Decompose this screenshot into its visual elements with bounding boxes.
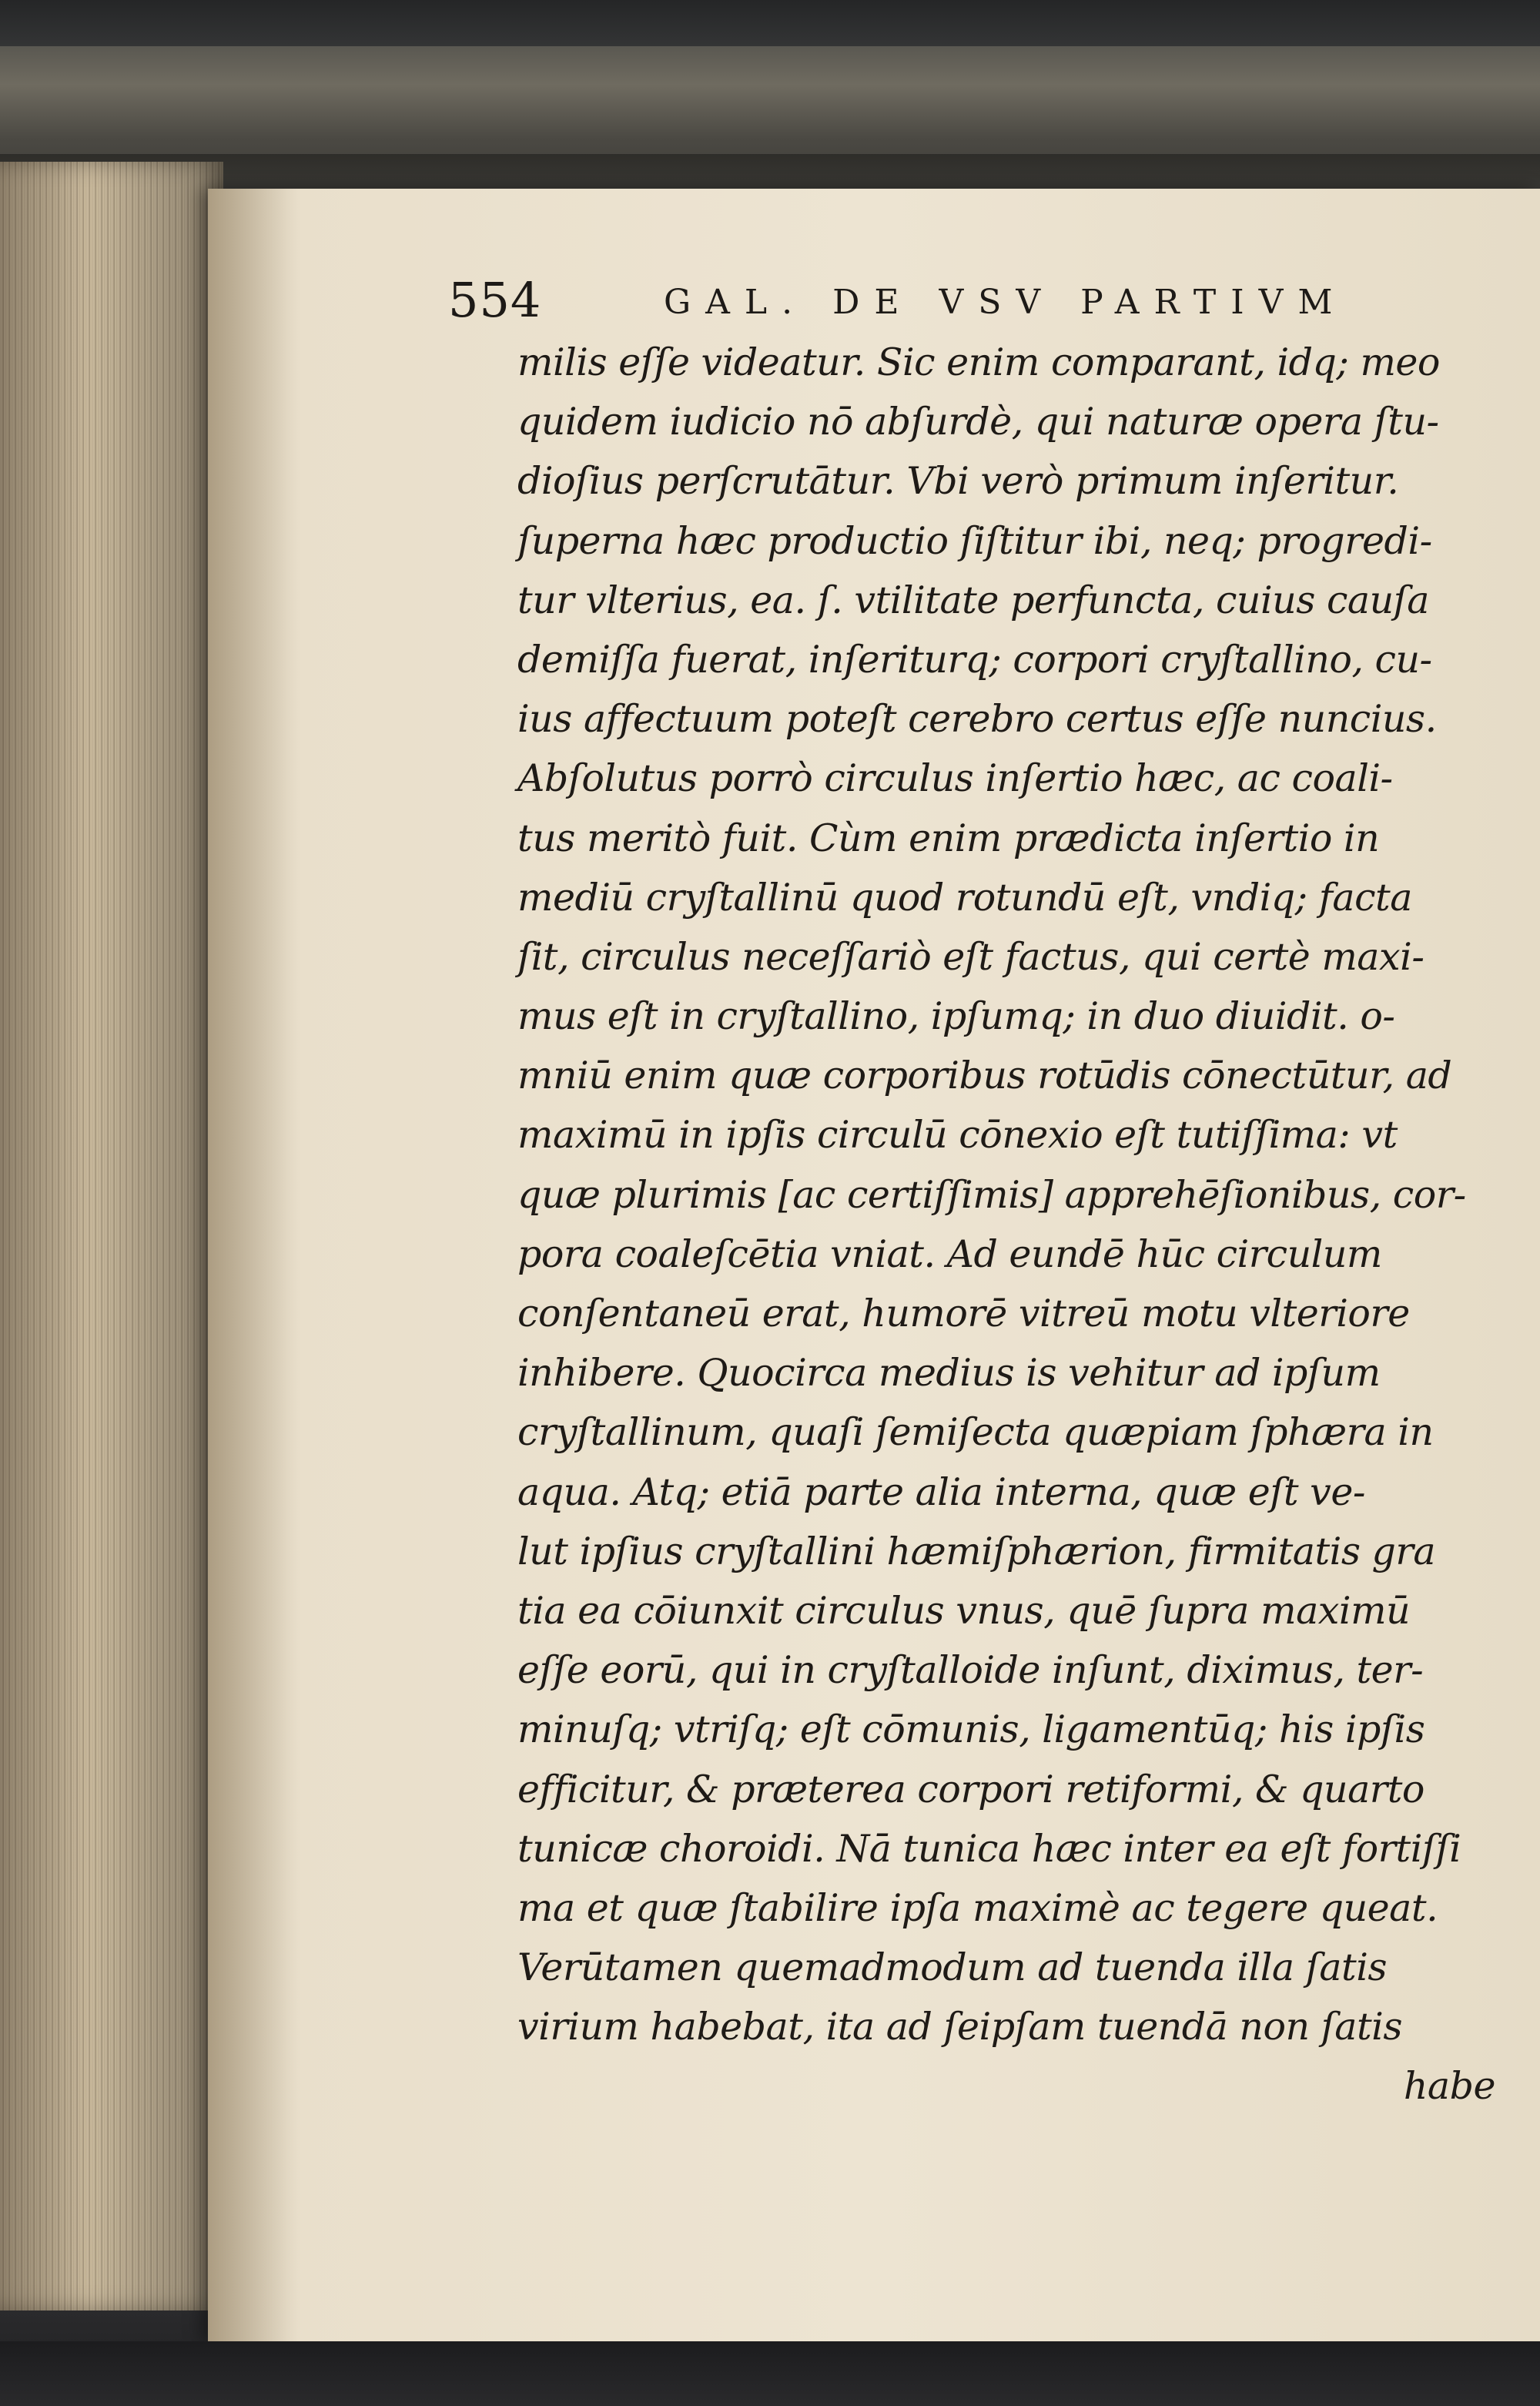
- text-line: pora coaleſcētia vniat. Ad eundē hūc circulum: [517, 1231, 1382, 1276]
- text-line: dioſius perſcrutātur. Vbi verò primum inſeritur.: [517, 459, 1399, 504]
- gutter-shade: [208, 189, 300, 2341]
- text-line: Verūtamen quemadmodum ad tuenda illa ſatis: [517, 1945, 1388, 1990]
- text-line: mediū cryſtallinū quod rotundū eſt, vndiq; facta: [517, 875, 1412, 920]
- catchword: habe: [1403, 2064, 1495, 2109]
- text-line: tia ea cōiunxit circulus vnus, quē ſupra maximū: [517, 1588, 1411, 1633]
- running-head: GAL. DE VSV PARTIVM: [664, 283, 1348, 322]
- text-line: cryſtallinum, quaſi ſemiſecta quæpiam ſphæra in: [517, 1410, 1434, 1455]
- text-line: virium habebat, ita ad ſeipſam tuendā non ſatis: [517, 2005, 1402, 2049]
- background-bottom: [0, 2341, 1540, 2406]
- text-line: minuſq; vtriſq; eſt cōmunis, ligamentūq; his ipſis: [517, 1707, 1425, 1752]
- text-line: tur vlterius, ea. ſ. vtilitate perfuncta, cuius cauſa: [517, 578, 1430, 622]
- text-line: efficitur, & præterea corpori retiformi, & quarto: [517, 1767, 1424, 1811]
- page-edges-shade: [0, 162, 223, 2310]
- text-line: ſit, circulus neceſſariò eſt factus, qui certè maxi-: [517, 934, 1424, 979]
- body-text: [517, 333, 1526, 2116]
- text-line: ſuperna hæc productio ſiſtitur ibi, neq; progredi-: [517, 518, 1432, 563]
- text-line: mniū enim quæ corporibus rotūdis cōnectūtur, ad: [517, 1054, 1452, 1098]
- text-line: mus eſt in cryſtallino, ipſumq; in duo diuidit. o-: [517, 994, 1395, 1039]
- text-line: conſentaneū erat, humorē vitreū motu vlteriore: [517, 1292, 1410, 1335]
- text-line: maximū in ipſis circulū cōnexio eſt tutiſſima: vt: [517, 1113, 1398, 1158]
- text-line: quæ plurimis [ac certiſſimis] apprehēſionibus, cor-: [517, 1172, 1466, 1217]
- page-number: 554: [448, 272, 542, 328]
- text-line: tus meritò fuit. Cùm enim prædicta inſertio in: [517, 816, 1380, 860]
- text-line: inhibere. Quocirca medius is vehitur ad ipſum: [517, 1351, 1381, 1396]
- text-line: lut ipſius cryſtallini hæmiſphærion, firmitatis gra: [517, 1529, 1436, 1573]
- text-line: Abſolutus porrò circulus inſertio hæc, ac coali-: [517, 756, 1393, 801]
- text-line: milis eſſe videatur. Sic enim comparant, idq; meo: [517, 340, 1440, 384]
- text-line: ius affectuum poteſt cerebro certus eſſe nuncius.: [517, 697, 1437, 742]
- text-line: demiſſa fuerat, inſeriturq; corpori cryſtallino, cu-: [517, 637, 1432, 682]
- text-line: quidem iudicio nō abſurdè, qui naturæ opera ſtu-: [517, 400, 1439, 444]
- text-line: ma et quæ ſtabilire ipſa maximè ac tegere queat.: [517, 1885, 1438, 1930]
- text-line: aqua. Atq; etiā parte alia interna, quæ eſt ve-: [517, 1469, 1365, 1514]
- page-header: [448, 266, 1372, 335]
- text-line: tunicæ choroidi. Nā tunica hæc inter ea eſt fortiſſi: [517, 1826, 1461, 1871]
- text-line: eſſe eorū, qui in cryſtalloide inſunt, diximus, ter-: [517, 1648, 1424, 1693]
